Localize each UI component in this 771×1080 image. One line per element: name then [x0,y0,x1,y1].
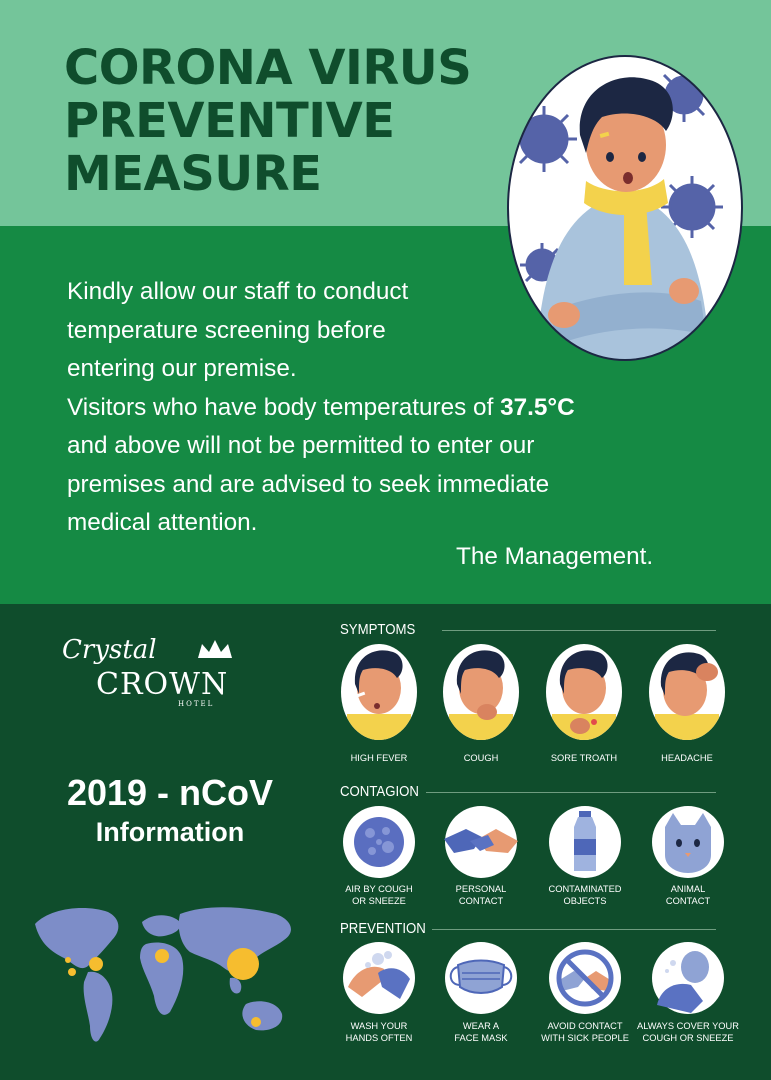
contagion-label-air-1: AIR BY COUGH [345,884,413,894]
notice-line-3: entering our premise. [67,355,297,382]
notice-line-2: temperature screening before [67,316,386,344]
notice-line-6: premises and are advised to seek immediate [67,470,550,498]
contagion-label-objects-2: OBJECTS [563,896,607,906]
prevention-wash [342,941,416,1019]
crown-icon [198,640,232,658]
cover-cough-icon [651,941,725,1015]
symptoms-divider [442,630,716,631]
prevention-label-wash [327,1020,431,1044]
prevention-title: PREVENTION [340,920,426,937]
prevention-cover-cough [651,941,725,1019]
ncov-heading [20,772,320,850]
prevention-label-avoid-1: AVOID CONTACT [547,1021,623,1031]
title-line-1: CORONA VIRUS [64,40,472,96]
face-mask-icon [444,941,518,1015]
prevention-label-avoid-2: WITH SICK PEOPLE [541,1033,629,1043]
contagion-personal [444,805,518,883]
contagion-label-animal-2: CONTACT [665,896,711,906]
prevention-label-wash-2: HANDS OFTEN [345,1033,413,1043]
notice-line-1: Kindly allow our staff to conduct [67,278,409,305]
ncov-title: 2019 - nCoV [66,772,274,813]
symptom-cough [441,642,521,746]
contagion-label-personal-1: PERSONAL [455,884,507,894]
contagion-objects [548,805,622,883]
prevention-mask [444,941,518,1019]
prevention-label-mask-1: WEAR A [462,1021,500,1031]
contagion-label-air [327,883,431,907]
symptoms-title: SYMPTOMS [340,621,416,638]
notice-line-4 [67,389,687,428]
contagion-label-animal-1: ANIMAL [670,884,706,894]
title-line-2: PREVENTIVE [64,93,395,149]
prevention-avoid-contact [548,941,622,1019]
notice-line-5: and above will not be permitted to enter our [67,432,535,459]
logo-sub: HOTEL [178,700,215,708]
prevention-label-wash-1: WASH YOUR [350,1021,408,1031]
symptom-sore-throat [544,642,624,746]
contagion-title: CONTAGION [340,783,419,800]
symptom-headache [647,642,727,746]
screening-notice [67,273,687,543]
symptom-high-fever [339,642,419,746]
notice-line-7: medical attention. [67,509,258,536]
no-contact-icon [548,941,622,1015]
prevention-label-cover-2: COUGH OR SNEEZE [642,1033,734,1043]
prevention-label-cover-1: ALWAYS COVER YOUR [637,1021,739,1031]
hand-wash-icon [342,941,416,1015]
prevention-divider [432,929,716,930]
headache-icon [647,642,727,742]
cat-icon [651,805,725,879]
bottle-icon [548,805,622,879]
crystal-crown-logo [60,630,250,710]
contagion-label-personal [429,883,533,907]
prevention-label-mask-2: FACE MASK [454,1033,508,1043]
visitors-text: Visitors who have body temperatures of [67,393,501,421]
world-map-icon [30,900,300,1050]
ncov-subtitle: Information [95,817,245,847]
symptom-label-high-fever: HIGH FEVER [350,753,408,763]
high-fever-icon [339,642,419,742]
symptom-label-cough: COUGH [463,753,499,763]
contagion-label-objects [533,883,637,907]
contagion-air [342,805,416,883]
contagion-label-animal [636,883,740,907]
logo-script-word: Crystal [62,635,157,665]
virus-air-icon [342,805,416,879]
sore-throat-icon [544,642,624,742]
prevention-label-mask [429,1020,533,1044]
title-line-3: MEASURE [64,146,322,202]
contagion-animal [651,805,725,883]
signoff: The Management. [456,543,654,570]
cough-icon [441,642,521,742]
temperature-threshold: 37.5°C [500,393,575,421]
handshake-icon [444,805,518,879]
symptom-label-sore-throat: SORE TROATH [550,753,618,763]
contagion-label-air-2: OR SNEEZE [352,896,406,906]
page-title [64,42,471,201]
contagion-label-personal-2: CONTACT [458,896,504,906]
prevention-label-cover [636,1020,740,1044]
prevention-label-avoid [533,1020,637,1044]
contagion-label-objects-1: CONTAMINATED [548,884,622,894]
symptom-label-headache: HEADACHE [661,753,713,763]
contagion-divider [426,792,716,793]
logo-word: CROWN [96,667,229,702]
